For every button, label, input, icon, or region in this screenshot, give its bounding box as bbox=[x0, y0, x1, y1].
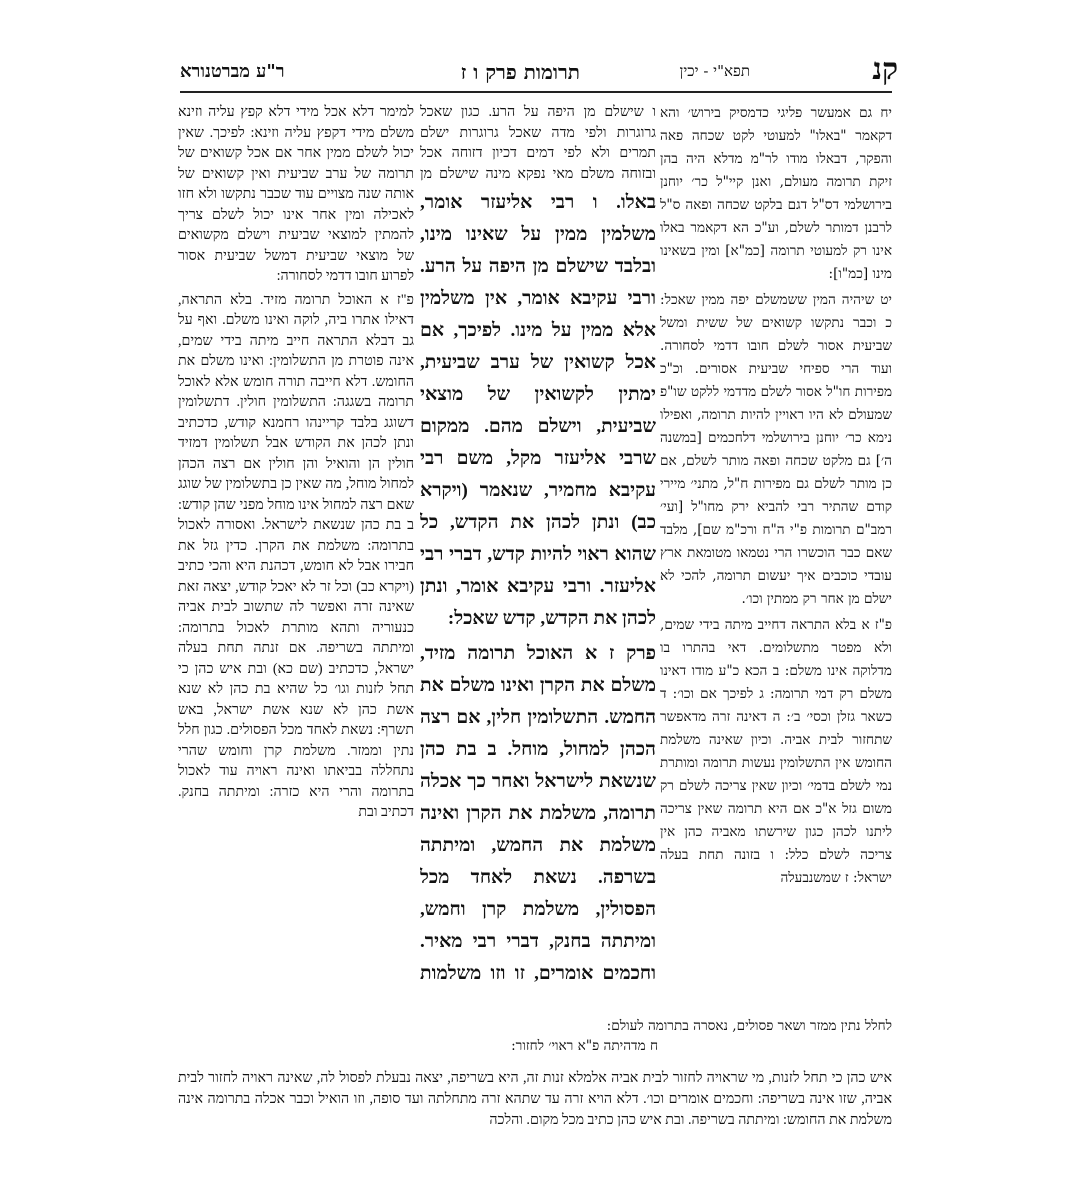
page-header bbox=[180, 52, 898, 90]
mishnah-paragraph: פרק ז א האוכל תרומה מזיד, משלם את הקרן ואינו משלם את החמש. התשלומין חלין, אם רצה הכהן למחול, מוחל. ב בת כהן שנשאת לישראל ואחר כך אכלה תרומה, משלמת את הקרן ואינה משלמת את החמש, ומיתתה בשרפה. נשאת לאחד מכל הפסולין, משלמת קרן וחמש, ומיתתה בחנק, דברי רבי מאיר. וחכמים אומרים, זו וזו משלמות bbox=[420, 643, 656, 982]
bottom-commentary: איש כהן כי תחל לזנות, מי שראויה לחזור לבית אביה אלמלא זנות זה, היא בשריפה, יצאה נבעלת לפסול לה, שאינה ראויה לחזור לבית אביה, שזו אינה בשריפה: וחכמים אומרים וכו׳. דלא הויא זרה עד שתהא זרה מתחלתה ועד סופה, וזו הואיל וכבר אכלה בתרומה אינה משלמת את החומש: ומיתתה בשריפה. ובת איש כהן כתיב מכל מקום. והלכה bbox=[178, 1070, 892, 1128]
yachin-header-label: תפא"י - יכין bbox=[679, 62, 750, 80]
yachin-paragraph: יט שיהיה המין ששמשלם יפה ממין שאכל: כ וכבר נתקשו קשואים של ששית ומשל שביעית אסור לשלם חובו דדמי לסחורה. ועוד הרי ספיחי שביעית אסורים. וכ"כ מפירות חו"ל אסור לשלם מדדמי ללקט שו"פ שמעולם לא היו ראויין להיות תרומה, ואפילו נימא כר׳ יוחנן בירושלמי דלחכמים [במשנה ה׳] גם מלקט שכחה ופאה מותר לשלם, אם כן מותר לשלם גם מפירות ח"ל, מתני׳ מיירי קודם שהתיר רבי להביא ירק מחו"ל [ועי׳ רמב"ם תרומות פ"י ה"ח ורכ"מ שם], מלבד שאם כבר הוכשרו הרי נטמאו מטומאת ארץ עובדי כוכבים איך יעשום תרומה, להכי לא ישלם מן אחר רק ממתין וכו׳. bbox=[660, 292, 892, 607]
bartenura-paragraph: למימר דלא אכל מידי דלא קפץ עליה וזינא משלם מידי דקפץ עליה וזינא: לפיכך. שאין יכול לשלם ממין אחר אם אכל קשואים של תרומה של ערב שביעית ואין קשואים של אותה שנה מצויים עוד שכבר נתקשו ולא חזו לאכילה ומין אחר אינו יכול לשלם צריך להמתין למוצאי שביעית וישלם מקשואים של מוצאי שביעית דמשל שביעית אסור לפרוע חובו דדמי לסחורה: bbox=[178, 104, 414, 284]
commentator-header-label: ר"ע מברטנורא bbox=[180, 61, 285, 82]
page-number: קנ bbox=[872, 52, 898, 87]
mishnah-column bbox=[420, 187, 656, 982]
footnote-line bbox=[178, 1016, 892, 1038]
yachin-paragraph: פ"ז א בלא התראה דחייב מיתה בידי שמים, ולא מפטר מתשלומים. דאי בהתרו בו מדלוקה אינו משלם: ב הכא כ"ע מודו דאינו משלם רק דמי תרומה: ג לפיכך אם וכו׳: ד כשאר גזלן וכסי׳ ב׳: ה דאינה זרה מדאפשר שתחזור לבית אביה. וכיון שאינה משלמת החומש אין התשלומין נעשות תרומה ומותרת נמי לשלם בדמי׳ וכיון שאין צריכה לשלם רק משום גזל א"כ אם היא תרומה שאין צריכה ליתנו לכהן כגון שירשתו מאביה כהן אין צריכה לשלם כלל: ו בזונה תחת בעלה ישראל: ז שמשנבעלה bbox=[660, 617, 892, 886]
header-rule bbox=[180, 91, 892, 93]
footnote-text: לחלל נתין ממזר ושאר פסולים, נאסרה בתרומה לעולם: bbox=[606, 1018, 892, 1034]
bartenura-paragraph: פ"ז א האוכל תרומה מזיד. בלא התראה, דאילו אתרו ביה, לוקה ואינו משלם. ואף על גב דבלא התראה חייב מיתה בידי שמים, אינה פוטרת מן התשלומין: ואינו משלם את החומש. דלא חייבה תורה חומש אלא לאוכל תרומה בשגגה: התשלומין חולין. דתשלומין דשוגג בלבד קריינהו רחמנא קודש, כדכתיב ונתן לכהן את הקודש אבל תשלומין דמזיד חולין הן והואיל והן חולין אם רצה הכהן למחול מוחל, מה שאין כן בתשלומין של שוגג שאם רצה למחול אינו מוחל מפני שהן קודש: ב בת כהן שנשאת לישראל. ואסורה לאכול בתרומה: משלמת את הקרן. כדין גזל את חבירו אבל לא חומש, דכהנת היא והכי כתיב (ויקרא כב) וכל זר לא יאכל קודש, יצאה זאת שאינה זרה ואפשר לה שתשוב לבית אביה כנעוריה ותהא מותרת לאכול בתרומה: ומיתתה בשריפה. אם זנתה תחת בעלה ישראל, כדכתיב (שם כא) ובת איש כהן כי תחל לזנות וגו׳ כל שהיא בת כהן לא שנא אשת כהן לא שנא אשת ישראל, באש תשרף: נשאת לאחד מכל הפסולים. כגון חלל נתין וממזר. משלמת קרן וחומש שהרי נתחללה בביאתו ואינה ראויה עוד לאכול בתרומה והרי היא כזרה: ומיתתה בחנק. דכתיב ובת bbox=[178, 291, 414, 820]
yachin-paragraph: יח גם אמעשר פליגי כדמסיק בירוש׳ והא דקאמר "באלו" למעוטי לקט שכחה פאה והפקר, דבאלו מודו לר"מ מדלא היה בהן זיקת תרומה מעולם, ואנן קיי"ל כר׳ יוחנן בירושלמי דס"ל דגם בלקט שכחה ופאה ס"ל לרבנן דמותר לשלם, וע"כ הא דקאמר באלו אינו רק למעוטי תרומה [כמ"א] ומין בשאינו מינו [כמ"ו]: bbox=[660, 105, 892, 282]
mishnah-paragraph: באלו. ו רבי אליעזר אומר, משלמין ממין על שאינו מינו, ובלבד שישלם מן היפה על הרע. ורבי עקיבא אומר, אין משלמין אלא ממין על מינו. לפיכך, אם אכל קשואין של ערב שביעית, ימתין לקשואין של מוצאי שביעית, וישלם מהם. ממקום שרבי אליעזר מקל, משם רבי עקיבא מחמיר, שנאמר (ויקרא כב) ונתן לכהן את הקדש, כל שהוא ראוי להיות קדש, דברי רבי אליעזר. ורבי עקיבא אומר, ונתן לכהן את הקדש, קדש שאכל: bbox=[420, 192, 656, 629]
yachin-commentary-column bbox=[660, 102, 892, 1042]
chapter-title: תרומות פרק ו ז bbox=[460, 60, 580, 84]
bartenura-commentary-column bbox=[178, 102, 414, 1037]
footnote-line-2 bbox=[178, 1036, 658, 1058]
bartenura-top-block bbox=[420, 102, 656, 182]
footnote-text-2: ח מדהיתה פ"א ראוי׳ לחזור: bbox=[511, 1038, 658, 1054]
bartenura-paragraph: ו שישלם מן היפה על הרע. כגון שאכל גרוגרות ולפי מדה שאכל גרוגרות ישלם תמרים ולא לפי דמים דכיון דזוחה אכל ובזוחה משלם מאי נפקא מינה שישלם מן bbox=[420, 104, 656, 182]
